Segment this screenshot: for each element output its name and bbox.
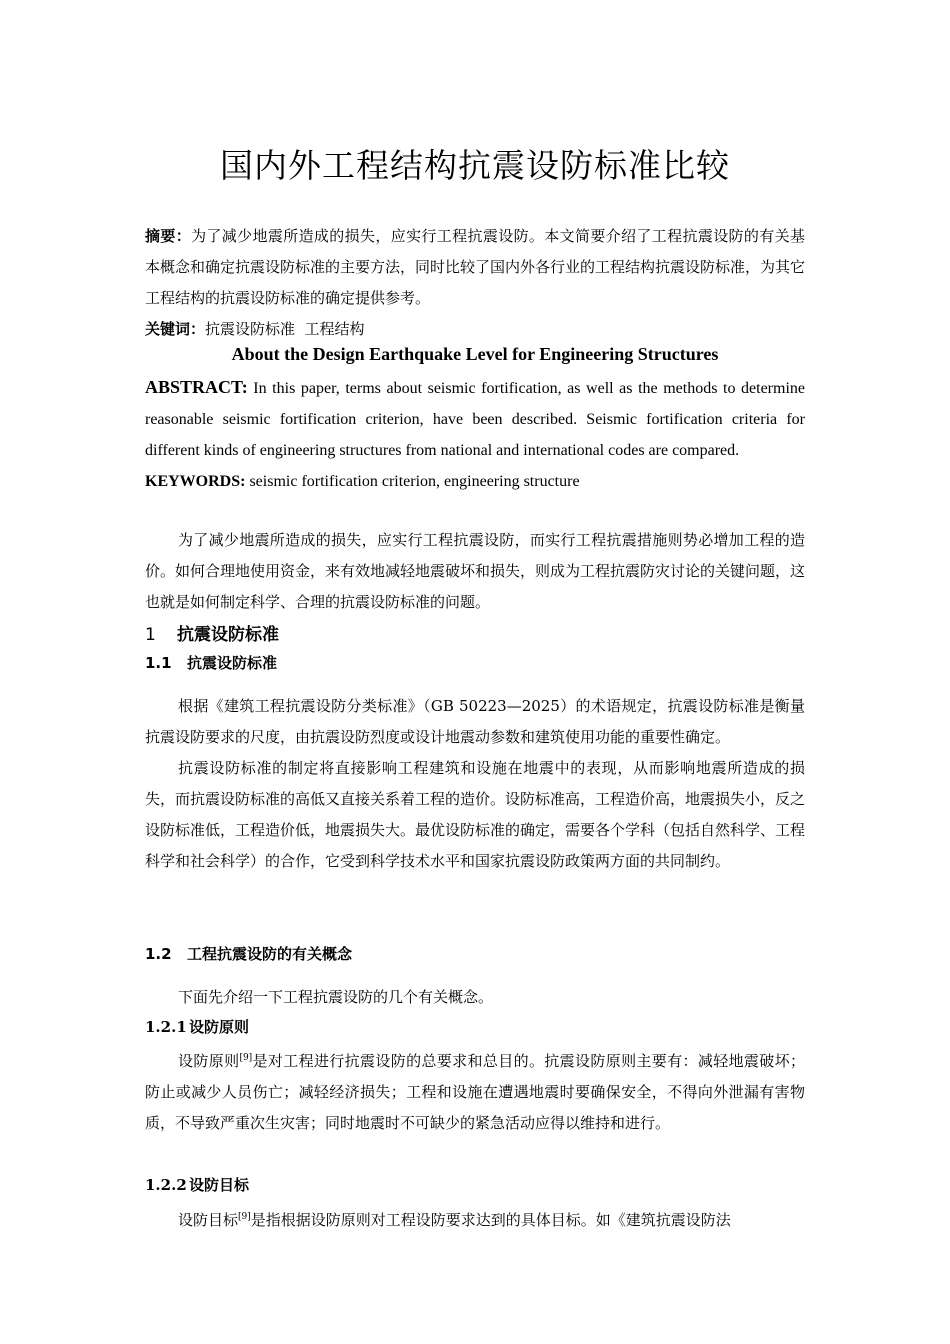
objective-lead: 设防目标: [178, 1211, 239, 1229]
page-title: 国内外工程结构抗震设防标准比较: [220, 146, 730, 185]
section-1-1-heading: [145, 652, 277, 673]
section-1-1-p2: 抗震设防标准的制定将直接影响工程建筑和设施在地震中的表现，从而影响地震所造成的损失，而抗震设防标准的高低又直接关系着工程的造价。设防标准高，工程造价高，地震损失小，反之设防标准低，工程造价低，地震损失大。最优设防标准的确定，需要各个学科（包括自然科学、工程科学和社会科学）的合作，它受到科学技术水平和国家抗震设防政策两方面的共同制约。: [145, 759, 806, 870]
section-1-2-heading: [145, 943, 352, 964]
keywords-cn-text: 抗震设防标准 工程结构: [205, 320, 365, 338]
section-1-1-title: 抗震设防标准: [187, 654, 278, 672]
section-1-2-1-title: 设防原则: [189, 1018, 250, 1036]
abstract-cn-label: 摘要：: [145, 227, 192, 245]
section-1-2-2-number: 1.2.2: [145, 1176, 187, 1194]
keywords-en-label: KEYWORDS:: [145, 473, 246, 490]
section-1-number: 1: [145, 625, 156, 645]
abstract-en-text: In this paper, terms about seismic fortification, as well as the methods to determine reasonable seismic fortification criterion, have been described. Seismic fortification criteria for different kinds of engineering structures from national and international codes are compared.: [145, 380, 805, 459]
section-1-2-1-body: [145, 1046, 805, 1139]
section-1-2-2-body: [145, 1205, 805, 1236]
keywords-cn-label: 关键词：: [145, 320, 206, 338]
section-1-title: 抗震设防标准: [177, 625, 279, 645]
abstract-en: [145, 372, 805, 497]
english-title: About the Design Earthquake Level for Engineering Structures: [231, 344, 719, 364]
reference-marker: [9]: [238, 1212, 251, 1222]
section-1-2-title: 工程抗震设防的有关概念: [187, 945, 353, 963]
objective-text: 是指根据设防原则对工程设防要求达到的具体目标。如《建筑抗震设防法: [250, 1211, 731, 1229]
section-1-2-2-title: 设防目标: [189, 1176, 250, 1194]
section-1-1-body: [145, 691, 805, 877]
reference-marker: [9]: [239, 1053, 253, 1063]
abstract-cn: [145, 221, 805, 345]
principle-text: 是对工程进行抗震设防的总要求和总目的。抗震设防原则主要有：减轻地震破坏；防止或减少人员伤亡；减轻经济损失；工程和设施在遭遇地震时要确保安全，不得向外泄漏有害物质，不导致严重次生灾害；同时地震时不可缺少的紧急活动应得以维持和进行。: [145, 1052, 805, 1132]
section-1-2-1-number: 1.2.1: [145, 1018, 187, 1036]
section-1-1-number: 1.1: [145, 654, 172, 672]
principle-lead: 设防原则: [178, 1052, 240, 1070]
intro-paragraph: [145, 525, 805, 618]
intro-text: 为了减少地震所造成的损失，应实行工程抗震设防，而实行工程抗震措施则势必增加工程的造价。如何合理地使用资金，来有效地减轻地震破坏和损失，则成为工程抗震防灾讨论的关键问题，这也就是如何制定科学、合理的抗震设防标准的问题。: [145, 531, 806, 611]
keywords-en-text: seismic fortification criterion, engineering structure: [245, 473, 580, 490]
section-1-2-p1: 下面先介绍一下工程抗震设防的几个有关概念。: [178, 988, 494, 1006]
section-1-2-1-heading: [145, 1016, 249, 1037]
section-1-2-2-heading: [145, 1174, 249, 1195]
section-1-1-p1: 根据《建筑工程抗震设防分类标准》（GB 50223—2025）的术语规定，抗震设防标准是衡量抗震设防要求的尺度，由抗震设防烈度或设计地震动参数和建筑使用功能的重要性确定。: [145, 697, 805, 746]
abstract-en-label: ABSTRACT:: [145, 377, 248, 397]
section-1-2-body: [145, 982, 805, 1013]
section-1-2-number: 1.2: [145, 945, 172, 963]
section-1-heading: [145, 620, 279, 645]
abstract-cn-text: 为了减少地震所造成的损失，应实行工程抗震设防。本文简要介绍了工程抗震设防的有关基本概念和确定抗震设防标准的主要方法，同时比较了国内外各行业的工程结构抗震设防标准，为其它工程结构的抗震设防标准的确定提供参考。: [145, 227, 806, 307]
